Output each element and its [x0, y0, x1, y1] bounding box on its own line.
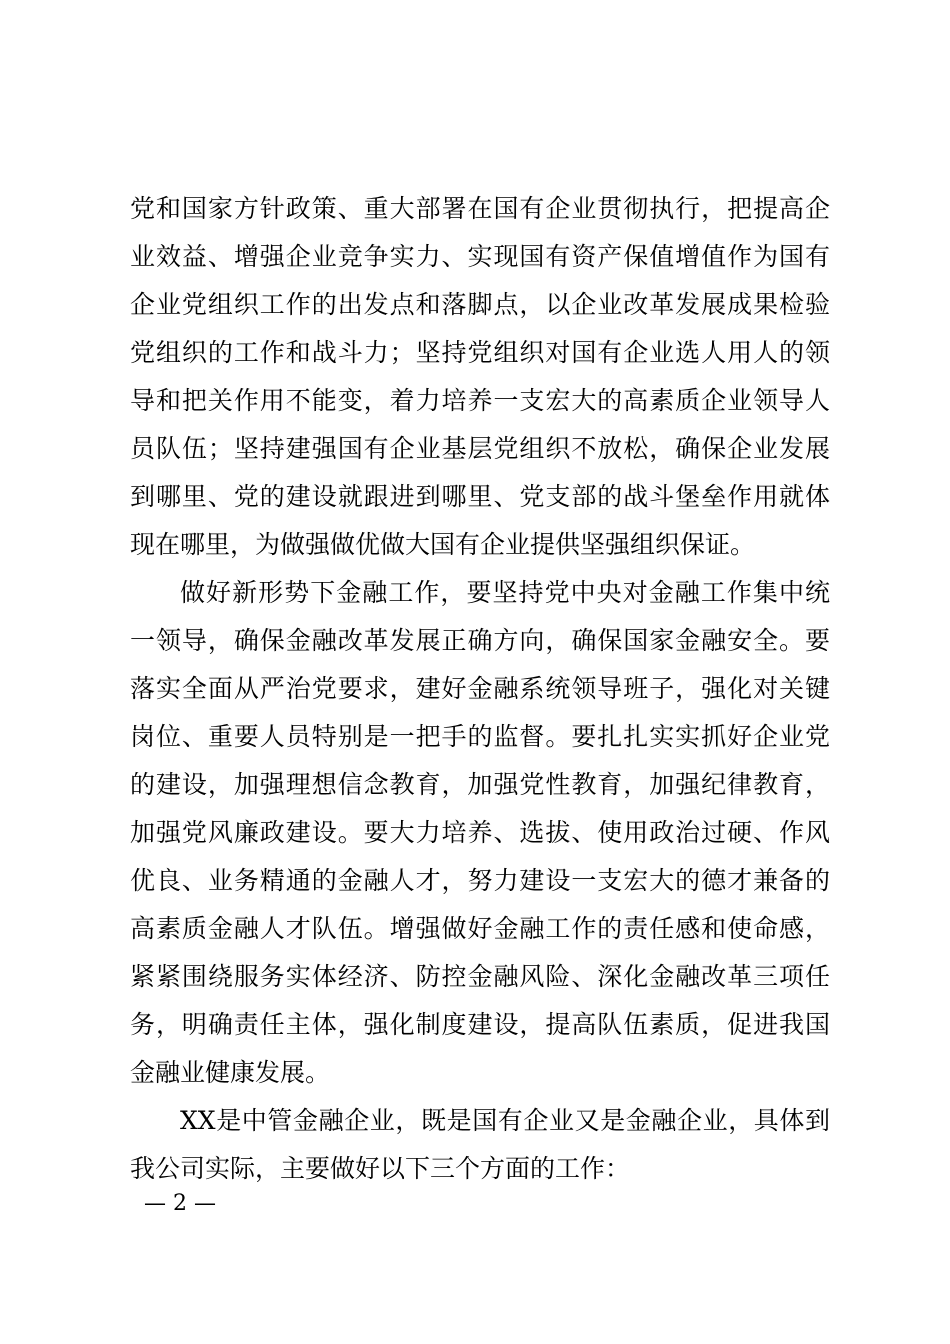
text-line: 党和国家方针政策、重大部署在国有企业贯彻执行，把提高企 [130, 194, 830, 223]
text-line: 务，明确责任主体，强化制度建设，提高队伍素质，促进我国 [130, 1010, 830, 1039]
paragraph-first-line: 做好新形势下金融工作，要坚持党中央对金融工作集中统 [180, 578, 830, 607]
text-line: 党组织的工作和战斗力；坚持党组织对国有企业选人用人的领 [130, 338, 830, 367]
text-line: 金融业健康发展。 [130, 1058, 331, 1087]
text-line: 紧紧围绕服务实体经济、防控金融风险、深化金融改革三项任 [130, 962, 830, 991]
text-line: 高素质金融人才队伍。增强做好金融工作的责任感和使命感， [130, 914, 830, 943]
text-line: 导和把关作用不能变，着力培养一支宏大的高素质企业领导人 [130, 386, 830, 415]
text-line: 业效益、增强企业竞争实力、实现国有资产保值增值作为国有 [130, 242, 830, 271]
text-line: 落实全面从严治党要求，建好金融系统领导班子，强化对关键 [130, 674, 830, 703]
text-line: 一领导，确保金融改革发展正确方向，确保国家金融安全。要 [130, 626, 830, 655]
text-line: 我公司实际，主要做好以下三个方面的工作： [130, 1154, 631, 1183]
text-line: 企业党组织工作的出发点和落脚点，以企业改革发展成果检验 [130, 290, 830, 319]
text-line: 现在哪里，为做强做优做大国有企业提供坚强组织保证。 [130, 530, 756, 559]
text-line: 的建设，加强理想信念教育，加强党性教育，加强纪律教育， [130, 770, 830, 799]
text-line: 优良、业务精通的金融人才，努力建设一支宏大的德才兼备的 [130, 866, 830, 895]
text-line: 岗位、重要人员特别是一把手的监督。要扎扎实实抓好企业党 [130, 722, 830, 751]
text-line: 加强党风廉政建设。要大力培养、选拔、使用政治过硬、作风 [130, 818, 830, 847]
page-number: — 2 — [144, 1191, 216, 1216]
text-line: 员队伍；坚持建强国有企业基层党组织不放松，确保企业发展 [130, 434, 830, 463]
text-line: 到哪里、党的建设就跟进到哪里、党支部的战斗堡垒作用就体 [130, 482, 830, 511]
paragraph-first-line: XX是中管金融企业，既是国有企业又是金融企业，具体到 [180, 1106, 830, 1135]
